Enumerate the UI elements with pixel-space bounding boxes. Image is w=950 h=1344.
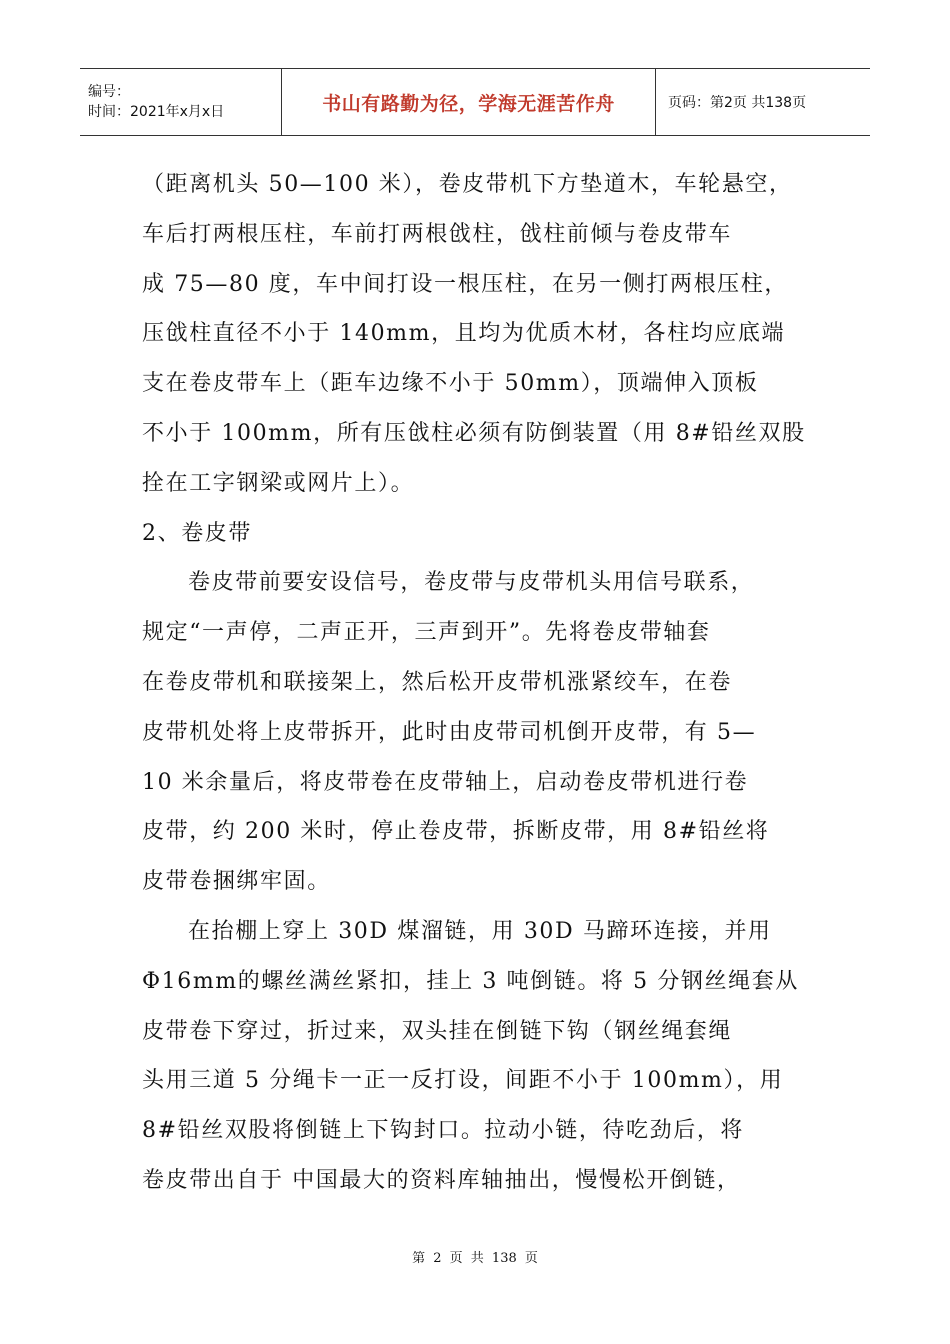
document-time-label: 时间：2021年x月x日 <box>88 104 225 120</box>
body-line: 成 75—80 度，车中间打设一根压柱，在另一侧打两根压柱， <box>142 271 788 297</box>
body-line: 10 米余量后，将皮带卷在皮带轴上，启动卷皮带机进行卷 <box>142 769 749 795</box>
paragraph-first-line: 卷皮带前要安设信号，卷皮带与皮带机头用信号联系， <box>188 570 755 596</box>
body-line: 皮带卷捆绑牢固。 <box>142 869 331 895</box>
body-line: 皮带机处将上皮带拆开，此时由皮带司机倒开皮带，有 5— <box>142 719 757 745</box>
header-page-info: 页码：第2页 共138页 <box>668 95 807 111</box>
body-line: 卷皮带出自于 中国最大的资料库轴抽出，慢慢松开倒链， <box>142 1167 741 1193</box>
body-line: 8#铅丝双股将倒链上下钩封口。拉动小链，待吃劲后，将 <box>142 1118 745 1144</box>
header-meta-cell <box>80 69 282 135</box>
paragraph-first-line: 在抬棚上穿上 30D 煤溜链，用 30D 马蹄环连接，并用 <box>188 918 772 944</box>
header-motto: 书山有路勤为径，学海无涯苦作舟 <box>322 92 615 115</box>
body-line: 皮带卷下穿过，折过来，双头挂在倒链下钩（钢丝绳套绳 <box>142 1018 733 1044</box>
body-line: 皮带，约 200 米时，停止卷皮带，拆断皮带，用 8#铅丝将 <box>142 819 770 845</box>
body-line: 头用三道 5 分绳卡一正一反打设，间距不小于 100mm），用 <box>142 1068 784 1094</box>
body-line: 支在卷皮带车上（距车边缘不小于 50mm），顶端伸入顶板 <box>142 371 759 397</box>
body-line: 不小于 100mm，所有压戗柱必须有防倒装置（用 8#铅丝双股 <box>142 420 806 446</box>
body-line: 压戗柱直径不小于 140mm，且均为优质木材，各柱均应底端 <box>142 321 786 347</box>
document-body <box>142 160 812 1206</box>
page-footer: 第 2 页 共 138 页 <box>412 1251 538 1266</box>
document-header <box>80 68 870 136</box>
section-heading: 2、卷皮带 <box>142 520 252 546</box>
header-motto-cell <box>282 69 656 135</box>
body-line: 拴在工字钢梁或网片上）。 <box>142 470 415 496</box>
document-number-label: 编号： <box>88 84 130 100</box>
header-page-cell <box>656 69 870 135</box>
body-line: 在卷皮带机和联接架上，然后松开皮带机涨紧绞车，在卷 <box>142 669 733 695</box>
body-line: 规定“一声停，二声正开，三声到开”。先将卷皮带轴套 <box>142 620 711 646</box>
body-line: Φ16mm的螺丝满丝紧扣，挂上 3 吨倒链。将 5 分钢丝绳套从 <box>142 968 799 994</box>
body-line: 车后打两根压柱，车前打两根戗柱，戗柱前倾与卷皮带车 <box>142 221 733 247</box>
body-line: （距离机头 50—100 米），卷皮带机下方垫道木，车轮悬空， <box>142 172 793 197</box>
